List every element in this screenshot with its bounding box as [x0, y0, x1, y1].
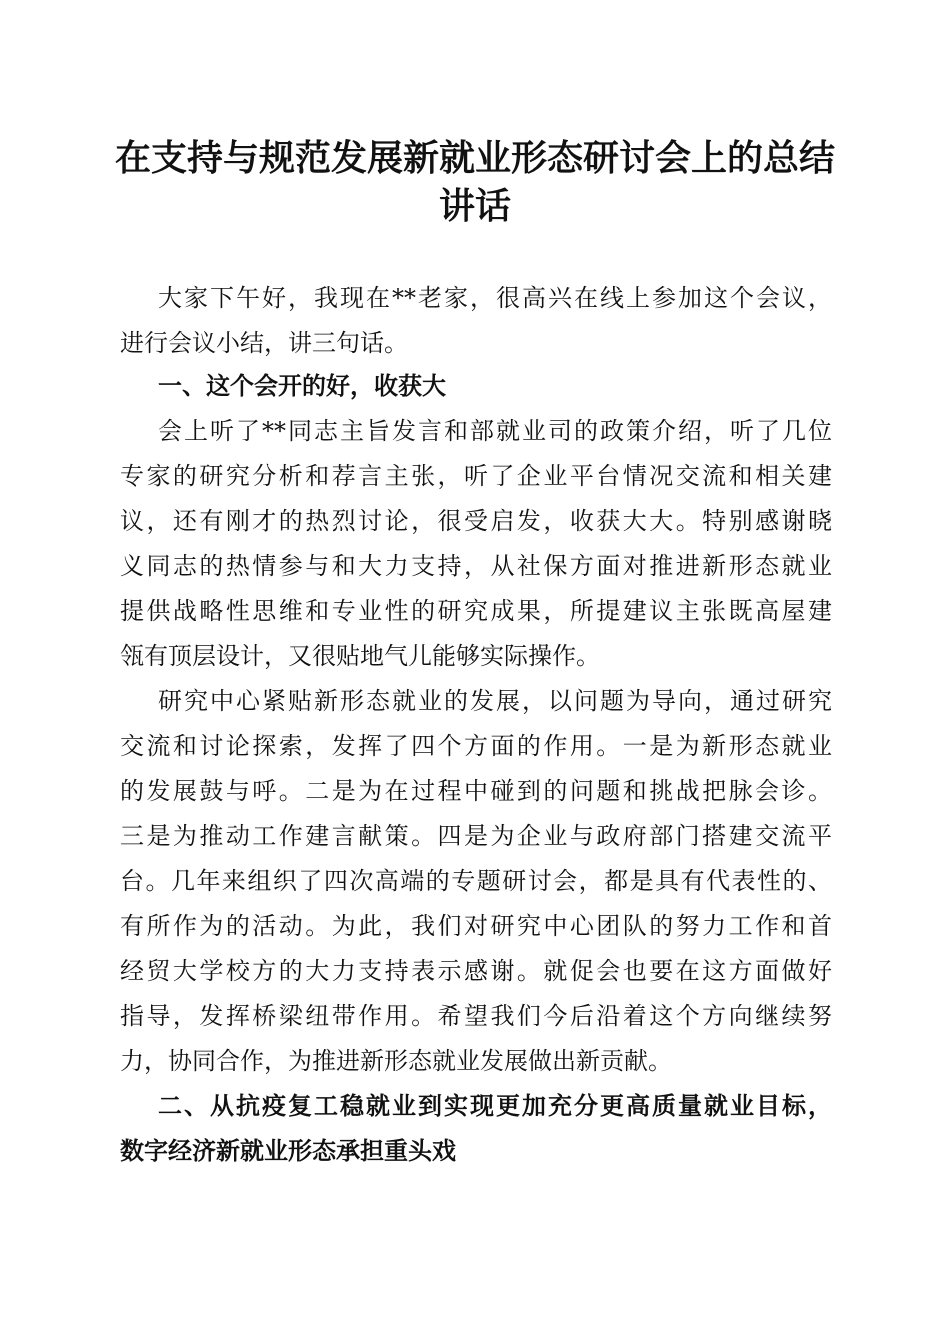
section-1-heading: 一、这个会开的好，收获大 [158, 372, 446, 400]
section-1-para-2-line-2: 交流和讨论探索，发挥了四个方面的作用。一是为新形态就业 [120, 732, 832, 760]
section-1-para-2-line-3: 的发展鼓与呼。二是为在过程中碰到的问题和挑战把脉会诊。 [120, 777, 832, 805]
document-title-line-2: 讲话 [438, 185, 511, 227]
section-2-heading-line-1: 二、从抗疫复工稳就业到实现更加充分更高质量就业目标， [158, 1092, 832, 1120]
section-1-para-1-line-2: 专家的研究分析和荐言主张，听了企业平台情况交流和相关建 [120, 462, 832, 490]
section-1-para-2-line-7: 经贸大学校方的大力支持表示感谢。就促会也要在这方面做好 [120, 957, 832, 985]
section-1-para-1-line-3: 议，还有刚才的热烈讨论，很受启发，收获大大。特别感谢晓 [120, 507, 832, 535]
section-1-para-2-line-4: 三是为推动工作建言献策。四是为企业与政府部门搭建交流平 [120, 822, 832, 850]
intro-line-2: 进行会议小结，讲三句话。 [120, 329, 408, 357]
section-2-heading-line-2: 数字经济新就业形态承担重头戏 [120, 1137, 456, 1165]
section-1-para-2-line-5: 台。几年来组织了四次高端的专题研讨会，都是具有代表性的、 [120, 867, 832, 895]
document-title-line-1: 在支持与规范发展新就业形态研讨会上的总结 [114, 137, 835, 179]
section-1-para-1-line-4: 义同志的热情参与和大力支持，从社保方面对推进新形态就业 [120, 552, 832, 580]
intro-line-1: 大家下午好，我现在**老家，很高兴在线上参加这个会议， [158, 284, 832, 312]
section-1-para-2-line-6: 有所作为的活动。为此，我们对研究中心团队的努力工作和首 [120, 912, 832, 940]
section-1-para-1-line-5: 提供战略性思维和专业性的研究成果，所提建议主张既高屋建 [120, 597, 832, 625]
section-1-para-2-line-9: 力，协同合作，为推进新形态就业发展做出新贡献。 [120, 1047, 672, 1075]
section-1-para-1-line-1: 会上听了**同志主旨发言和部就业司的政策介绍，听了几位 [158, 417, 832, 445]
section-1-para-2-line-8: 指导，发挥桥梁纽带作用。希望我们今后沿着这个方向继续努 [120, 1002, 832, 1030]
section-1-para-2-line-1: 研究中心紧贴新形态就业的发展，以问题为导向，通过研究 [158, 687, 832, 715]
section-1-para-1-line-6: 瓴有顶层设计，又很贴地气儿能够实际操作。 [120, 642, 600, 670]
